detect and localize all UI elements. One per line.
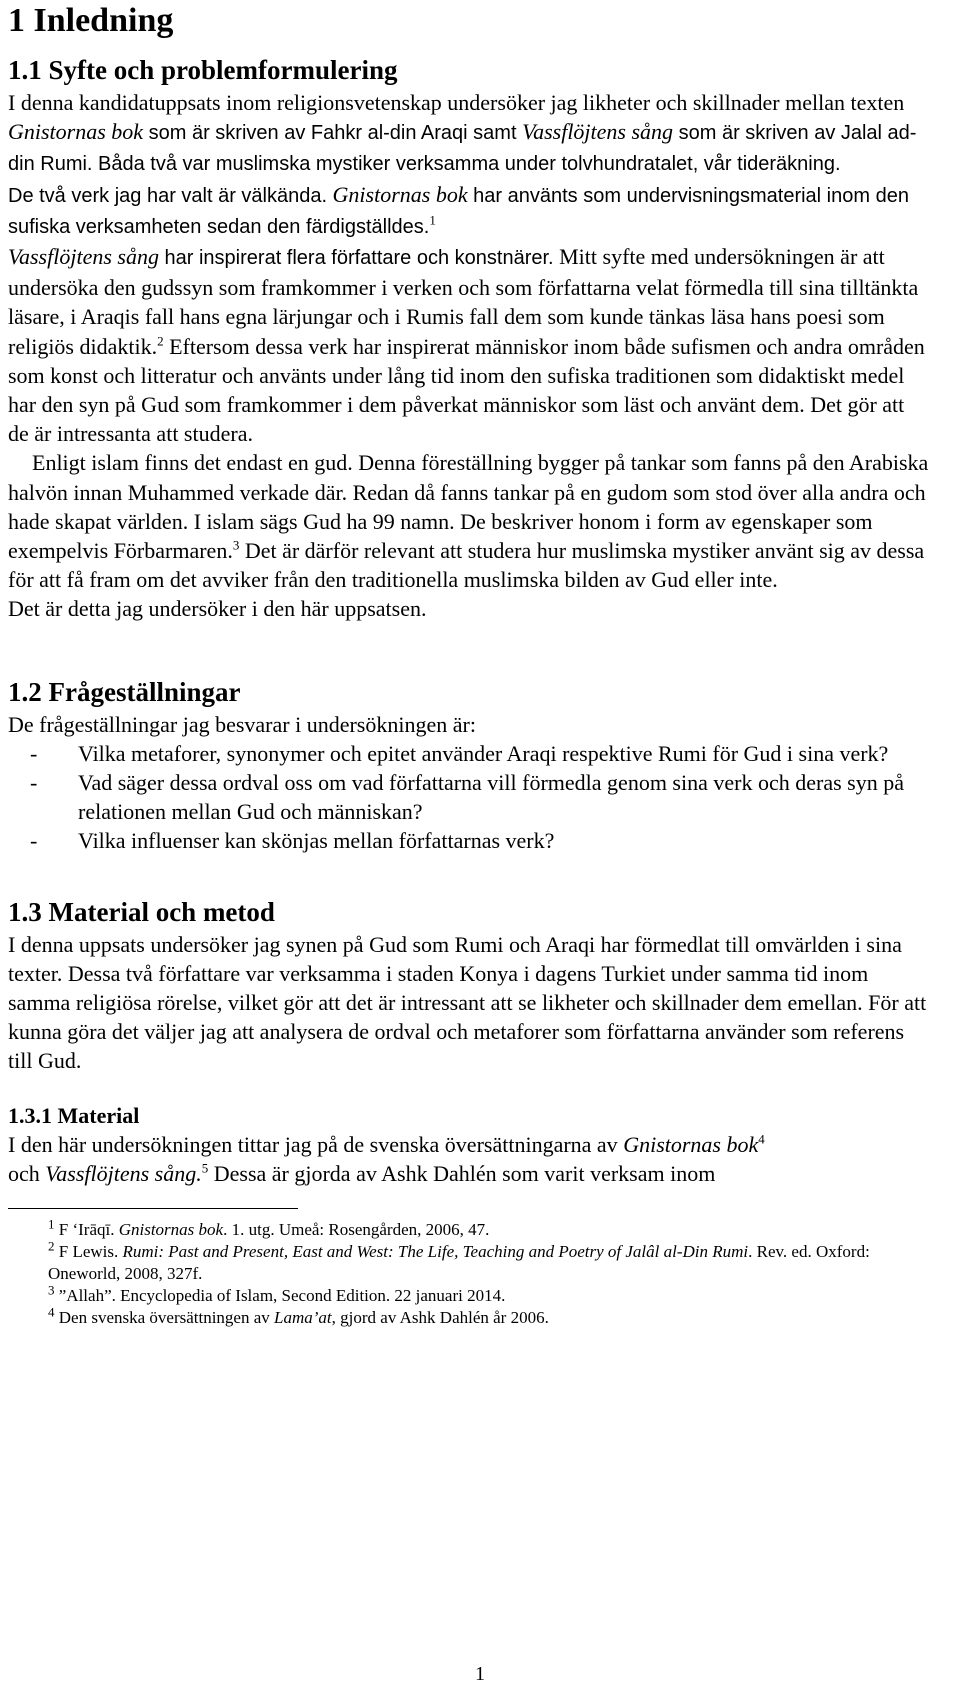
questions-list (8, 739, 930, 856)
text-run: ”Allah”. Encyclopedia of Islam, Second Edition. 22 januari 2014. (54, 1286, 506, 1306)
footnote-number: 1 (48, 1216, 55, 1232)
questions-intro: De frågeställningar jag besvarar i undersökningen är: (8, 711, 476, 737)
question-item: - Vad säger dessa ordval oss om vad författarna vill förmedla genom sina verk och deras syn på relationen mellan Gud och människan? (8, 768, 930, 826)
text-run: har använts som undervisningsmaterial inom den sufiska verksamheten sedan den färdigställdes. (8, 184, 909, 238)
paragraph-works (8, 180, 930, 449)
text-run: Mitt syfte med undersökningen är att undersöka den gudssyn som framkommer i verken och som författarna velat förmedla till sina tilltänkta läsare, i Araqis fall hans egna lärjungar och i Rumis fall dem som kunde tänkas läsa hans poesi som religiös didaktik. (8, 244, 919, 359)
text-run: Den svenska översättningen av (54, 1308, 275, 1328)
paragraph-islam (8, 448, 930, 594)
footnote-separator (8, 1208, 298, 1209)
text-run: . 1. utg. Umeå: Rosengården, 2006, 47. (223, 1220, 490, 1240)
text-run: som är skriven av Jalal ad-din Rumi. Båda två var muslimska mystiker verksamma under tolvhundratalet, vår tideräkning. (8, 122, 917, 176)
section-heading-1-3: 1.3 Material och metod (8, 896, 275, 927)
footnote-4 (48, 1304, 890, 1329)
section-heading-1-2: 1.2 Frågeställningar (8, 676, 241, 707)
paragraph-material (8, 1130, 930, 1188)
text-run: F Lewis. (54, 1242, 123, 1262)
work-title: Lama’at (274, 1308, 332, 1328)
footnote-ref[interactable]: 5 (201, 1160, 209, 1176)
footnote-2 (48, 1238, 890, 1285)
page-number: 1 (475, 1663, 485, 1685)
work-title: Gnistornas bok (332, 181, 468, 207)
footnote-number: 2 (48, 1238, 55, 1254)
work-title: Vassflöjtens sång (8, 244, 159, 270)
text-run: I den här undersökningen tittar jag på de svenska översättningarna av (8, 1131, 624, 1157)
question-item: - Vilka metaforer, synonymer och epitet använder Araqi respektive Rumi för Gud i sina verk? (8, 739, 930, 768)
text-run: Enligt islam finns det endast en gud. Denna föreställning bygger på tankar som fanns på den Arabiska halvön innan Muhammed verkade där. Redan då fanns tankar på en gudom som stod över alla andra och hade skapat världen. I islam sägs Gud ha 99 namn. De beskriver honom i form av egenskaper som exempelvis Förbarmaren. (8, 450, 929, 564)
text-run: . Rev. ed. Oxford: Oneworld, 2008, 327f. (48, 1242, 870, 1284)
subsection-heading-1-3-1: 1.3.1 Material (8, 1102, 140, 1128)
text-run: F ‘Irāqī. (54, 1220, 119, 1240)
text-run: som är skriven av Fahkr al-din Araqi samt (143, 122, 523, 145)
footnotes (8, 1216, 930, 1329)
footnote-ref[interactable]: 4 (758, 1131, 765, 1147)
work-title: Gnistornas bok (623, 1131, 759, 1157)
footnote-ref[interactable]: 1 (429, 212, 436, 228)
text-run: De två verk jag har valt är välkända. (8, 184, 328, 207)
text-run: Det är därför relevant att studera hur muslimska mystiker använt sig av dessa för att få fram om det avviker från den traditionella muslimska bilden av Gud eller inte. (8, 538, 925, 593)
footnote-number: 4 (48, 1304, 55, 1320)
paragraph-closing: Det är detta jag undersöker i den här uppsatsen. (8, 596, 427, 622)
text-run: I denna kandidatuppsats inom religionsvetenskap undersöker jag likheter och skillnader mellan texten (8, 90, 905, 115)
paragraph-method: I denna uppsats undersöker jag synen på Gud som Rumi och Araqi har förmedlat till omvärlden i sina texter. Dessa två författare var verksamma i staden Konya i dagens Turkiet under samma tid inom samma religiösa rörelse, vilket gör att det är intressant att se likheter och skillnader dem emellan. För att kunna göra det väljer jag att analysera de ordval och metaforer som författarna använder som referens till Gud. (8, 931, 927, 1074)
footnote-number: 3 (48, 1282, 55, 1298)
text-run: Dessa är gjorda av Ashk Dahlén som varit verksam inom (208, 1160, 716, 1186)
chapter-heading: 1 Inledning (8, 2, 174, 39)
section-heading-1-1: 1.1 Syfte och problemformulering (8, 55, 398, 85)
footnote-ref[interactable]: 3 (232, 537, 240, 553)
footnote-3 (48, 1282, 890, 1307)
text-run: Eftersom dessa verk har inspirerat människor inom både sufismen och andra områden som konst och litteratur och använts under lång tid inom den sufiska traditionen som didaktiskt medel har den syn på Gud som framkommer i dem påverkat människor som läst och använt dem. Det gör att de är intressanta att studera. (8, 333, 925, 447)
work-title: Gnistornas bok (118, 1220, 224, 1240)
work-title: Vassflöjtens sång. (45, 1160, 202, 1186)
paragraph-purpose (8, 88, 930, 180)
text-run: har inspirerat flera författare och konstnärer. (158, 247, 554, 270)
work-title: Rumi: Past and Present, East and West: The Life, Teaching and Poetry of Jalâl al-Din Rumi (122, 1242, 749, 1262)
text-run: och (8, 1160, 46, 1186)
question-item: - Vilka influenser kan skönjas mellan författarnas verk? (8, 826, 930, 855)
text-run: , gjord av Ashk Dahlén år 2006. (331, 1308, 549, 1328)
footnote-1 (48, 1216, 890, 1241)
footnote-ref[interactable]: 2 (157, 333, 164, 349)
work-title: Vassflöjtens sång (522, 119, 674, 145)
work-title: Gnistornas bok (8, 119, 144, 145)
